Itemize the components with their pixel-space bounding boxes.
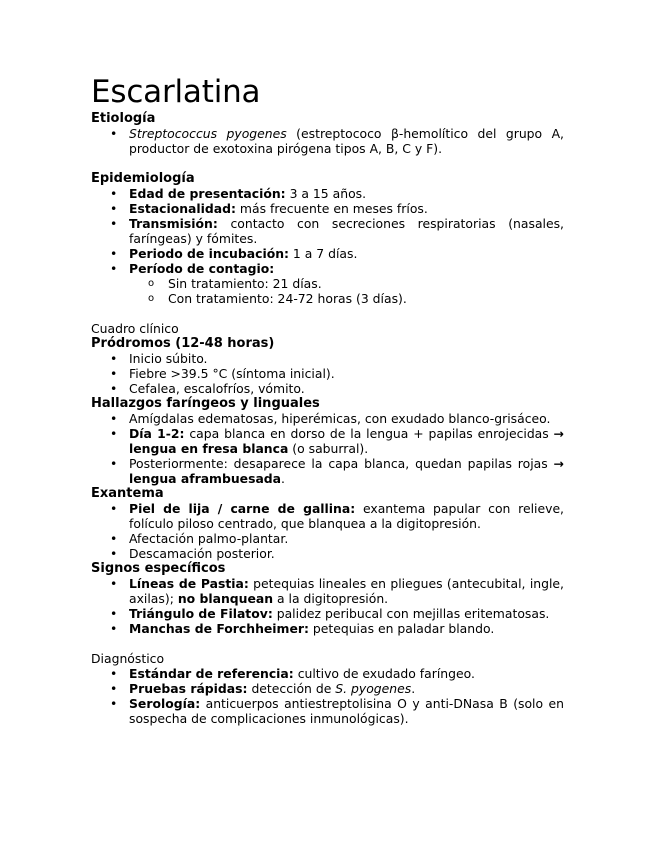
- signos-list: [91, 576, 564, 636]
- item-label: Transmisión:: [129, 216, 218, 231]
- contagio-sublist: [129, 276, 564, 306]
- list-item: • Fiebre >39.5 °C (síntoma inicial).: [129, 366, 564, 381]
- etiologia-list: [91, 126, 564, 156]
- item-text: detección de: [247, 681, 336, 696]
- item-emphasis: → lengua aframbuesada: [129, 456, 564, 486]
- epidemiologia-list: [91, 186, 564, 306]
- list-item: [129, 216, 564, 246]
- item-label: Manchas de Forchheimer:: [129, 621, 309, 636]
- list-item: • Descamación posterior.: [129, 546, 564, 561]
- item-label: Estándar de referencia:: [129, 666, 294, 681]
- item-text: cultivo de exudado faríngeo.: [293, 666, 475, 681]
- list-item: • Afectación palmo-plantar.: [129, 531, 564, 546]
- epidemiologia-heading: Epidemiología: [91, 171, 195, 186]
- list-item: • Inicio súbito.: [129, 351, 564, 366]
- organism-name: Streptococcus pyogenes: [129, 126, 287, 141]
- list-item: [129, 696, 564, 726]
- item-text: petequias en paladar blando.: [308, 621, 495, 636]
- list-item: [129, 246, 564, 261]
- signos-heading: Signos específicos: [91, 561, 226, 576]
- item-text: petequias lineales en pliegues (antecubital, ingle, axilas);: [129, 576, 564, 606]
- list-item: [129, 126, 564, 156]
- cuadro-heading: Cuadro clínico: [91, 321, 179, 336]
- prodromos-list: [91, 351, 564, 396]
- item-emphasis: no blanquean: [177, 591, 274, 606]
- item-label: Triángulo de Filatov:: [129, 606, 273, 621]
- item-text: capa blanca en dorso de la lengua + papilas enrojecidas: [184, 426, 554, 441]
- item-text: anticuerpos antiestreptolisina O y anti-DNasa B (solo en sospecha de complicaciones inmunológicas).: [129, 696, 564, 726]
- list-item: • Amígdalas edematosas, hiperémicas, con exudado blanco-grisáceo.: [129, 411, 564, 426]
- item-text: (estreptococo β-hemolítico del grupo A, productor de exotoxina pirógena tipos A, B, C y F).: [129, 126, 564, 156]
- item-label: Edad de presentación:: [129, 186, 286, 201]
- item-text: contacto con secreciones respiratorias (nasales, faríngeas) y fómites.: [129, 216, 564, 246]
- list-item: [129, 621, 564, 636]
- list-item: • Cefalea, escalofríos, vómito.: [129, 381, 564, 396]
- item-text: a la digitopresión.: [273, 591, 389, 606]
- etiologia-heading: Etiología: [91, 111, 156, 126]
- item-label: Serología:: [129, 696, 201, 711]
- item-text: (o saburral).: [288, 441, 369, 456]
- item-text: 3 a 15 años.: [285, 186, 367, 201]
- item-text: palidez peribucal con mejillas eritematosas.: [272, 606, 550, 621]
- sublist-item: o Sin tratamiento: 21 días.: [168, 276, 564, 291]
- item-label: Período de contagio:: [129, 261, 275, 276]
- item-text: .: [411, 681, 416, 696]
- item-label: Piel de lija / carne de gallina:: [129, 501, 356, 516]
- list-item: [129, 426, 564, 456]
- diagnostico-heading: Diagnóstico: [91, 651, 165, 666]
- item-text: .: [281, 471, 285, 486]
- item-text: 1 a 7 días.: [288, 246, 358, 261]
- diagnostico-list: [91, 666, 564, 726]
- list-item: [129, 201, 564, 216]
- sublist-item: o Con tratamiento: 24-72 horas (3 días).: [168, 291, 564, 306]
- item-label: Pruebas rápidas:: [129, 681, 248, 696]
- item-text: más frecuente en meses fríos.: [235, 201, 428, 216]
- document-page: [91, 75, 564, 726]
- item-label: Día 1-2:: [129, 426, 185, 441]
- list-item: [129, 606, 564, 621]
- list-item: [129, 261, 564, 306]
- organism-name: S. pyogenes: [335, 681, 412, 696]
- list-item: [129, 666, 564, 681]
- item-emphasis: → lengua en fresa blanca: [129, 426, 564, 456]
- hallazgos-list: [91, 411, 564, 486]
- item-text: Posteriormente: desaparece la capa blanca, quedan papilas rojas: [129, 456, 554, 471]
- list-item: [129, 576, 564, 606]
- list-item: [129, 681, 564, 696]
- hallazgos-heading: Hallazgos faríngeos y linguales: [91, 396, 320, 411]
- list-item: [129, 501, 564, 531]
- prodromos-heading: Pródromos (12-48 horas): [91, 336, 275, 351]
- item-text: exantema papular con relieve, folículo piloso centrado, que blanquea a la digitopresión.: [129, 501, 565, 531]
- item-label: Líneas de Pastia:: [129, 576, 249, 591]
- page-title: Escarlatina: [91, 74, 261, 110]
- exantema-list: [91, 501, 564, 561]
- list-item: [129, 456, 564, 486]
- exantema-heading: Exantema: [91, 486, 164, 501]
- list-item: [129, 186, 564, 201]
- item-label: Periodo de incubación:: [129, 246, 289, 261]
- item-label: Estacionalidad:: [129, 201, 236, 216]
